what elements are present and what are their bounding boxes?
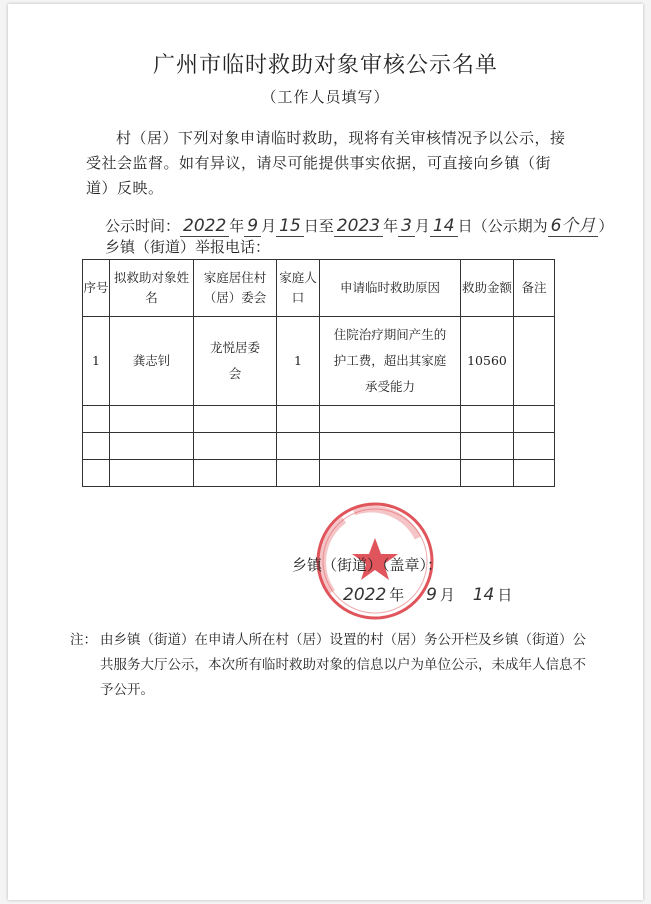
- col-header-reason: 申请临时救助原因: [320, 260, 461, 317]
- period-prefix: 公示时间：: [105, 217, 181, 235]
- signature-label: 乡镇（街道）（盖章）：: [292, 556, 443, 574]
- col-header-committee: 家庭居住村（居）委会: [194, 260, 277, 317]
- sign-day-label: 日: [497, 586, 513, 604]
- col-header-amount: 救助金额: [461, 260, 514, 317]
- sign-year-label: 年: [389, 586, 405, 604]
- report-phone-line: 乡镇（街道）举报电话：: [105, 238, 271, 256]
- start-year-handwritten: 2022: [180, 216, 229, 237]
- cell-reason: 住院治疗期间产生的护工费，超出其家庭承受能力: [320, 317, 461, 406]
- col-header-population: 家庭人口: [277, 260, 320, 317]
- start-month-handwritten: 9: [244, 216, 261, 237]
- signature-date: [340, 584, 512, 605]
- footnote: [70, 628, 590, 703]
- footnote-text: 由乡镇（街道）在申请人所在村（居）设置的村（居）务公开栏及乡镇（街道）公共服务大厅公示，本次所有临时救助对象的信息以户为单位公示，未成年人信息不予公开。: [100, 632, 586, 698]
- publicity-period: [105, 211, 613, 236]
- empty-row: [83, 433, 555, 460]
- empty-row: [83, 460, 555, 487]
- start-day-handwritten: 15: [276, 216, 304, 237]
- sign-year-handwritten: 2022: [343, 585, 387, 605]
- page-title: 广州市临时救助对象审核公示名单: [152, 53, 498, 78]
- to-label: 日至: [303, 217, 334, 235]
- end-year-handwritten: 2023: [334, 216, 383, 237]
- cell-population: 1: [277, 317, 320, 406]
- period-suffix-end: ）: [598, 217, 614, 235]
- cell-remark: [514, 317, 555, 406]
- year-label-2: 年: [383, 217, 399, 235]
- table-header-row: [83, 260, 555, 317]
- page-subtitle: （工作人员填写）: [261, 88, 390, 106]
- col-header-no: 序号: [83, 260, 110, 317]
- col-header-name: 拟救助对象姓名: [110, 260, 194, 317]
- table-row: [83, 317, 555, 406]
- footnote-label: 注：: [70, 632, 97, 648]
- cell-name: 龚志钊: [110, 317, 194, 406]
- cell-amount: 10560: [461, 317, 514, 406]
- col-header-remark: 备注: [514, 260, 555, 317]
- sign-month-handwritten: 9: [426, 585, 437, 605]
- month-label: 月: [261, 217, 277, 235]
- assistance-table: [82, 259, 555, 487]
- month-label-2: 月: [414, 217, 430, 235]
- year-label: 年: [229, 217, 245, 235]
- period-suffix-start: 日（公示期为: [457, 217, 548, 235]
- empty-row: [83, 406, 555, 433]
- sign-day-handwritten: 14: [472, 585, 495, 605]
- sign-month-label: 月: [439, 586, 455, 604]
- notice-paragraph: 村（居）下列对象申请临时救助，现将有关审核情况予以公示，接受社会监督。如有异议，请尽可能提供事实依据，可直接向乡镇（街道）反映。: [86, 129, 566, 197]
- end-day-handwritten: 14: [430, 216, 458, 237]
- cell-no: 1: [83, 317, 110, 406]
- cell-committee: 龙悦居委会: [194, 317, 277, 406]
- seal-lettering: [323, 509, 418, 592]
- end-month-handwritten: 3: [398, 216, 415, 237]
- period-length-handwritten: 6个月: [548, 216, 599, 237]
